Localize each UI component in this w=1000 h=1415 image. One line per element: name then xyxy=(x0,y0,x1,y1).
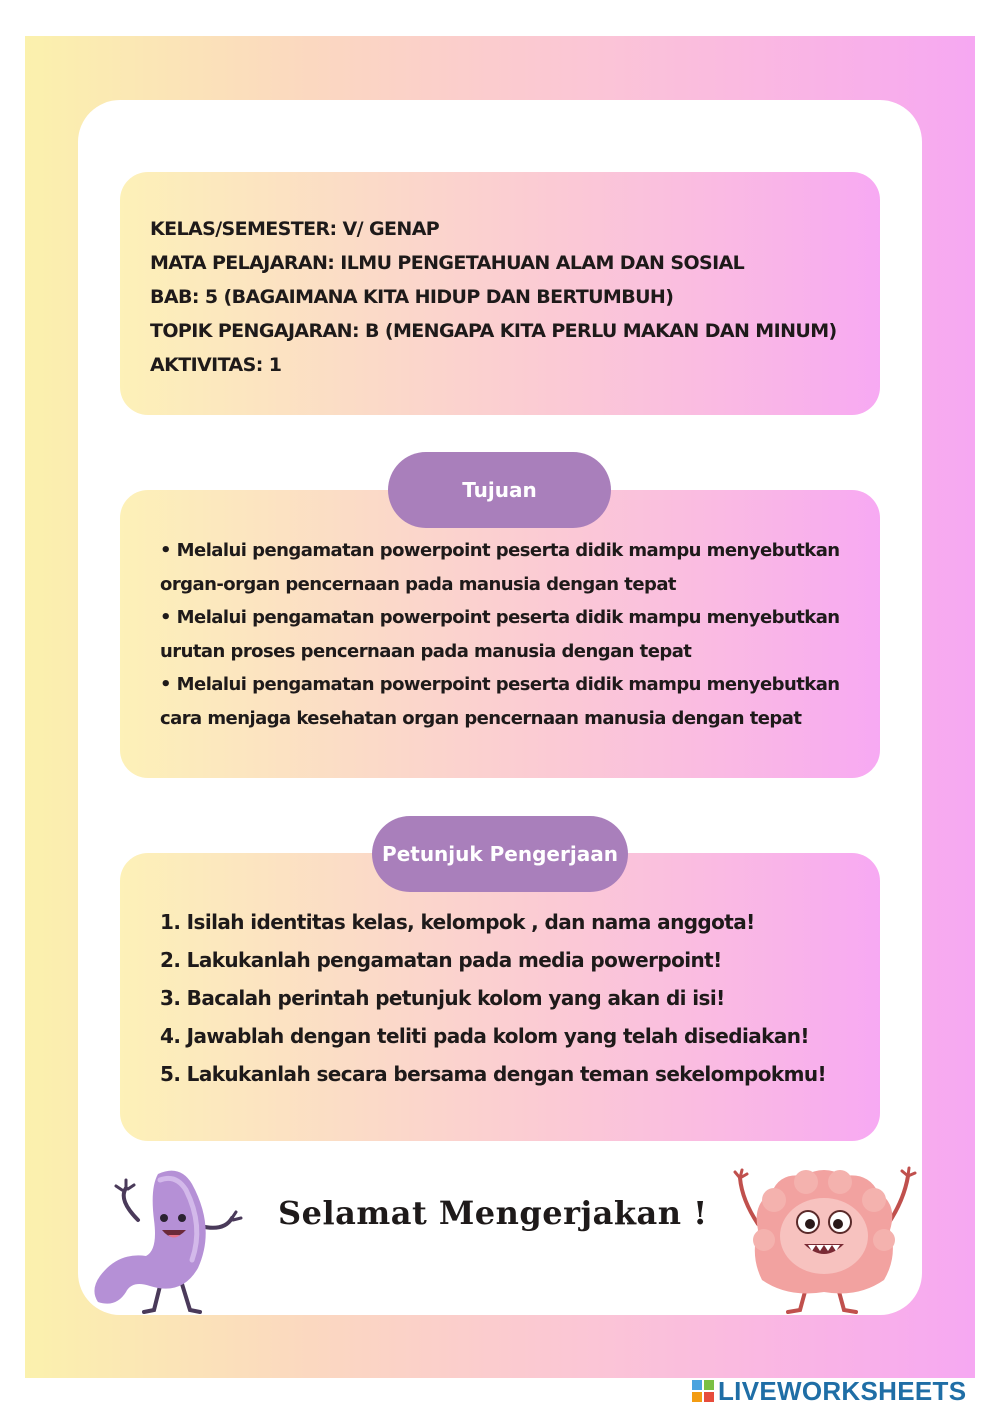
topic-line: TOPIK PENGAJARAN: B (MENGAPA KITA PERLU MAKAN DAN MINUM) xyxy=(150,320,837,342)
info-card xyxy=(120,172,880,415)
brand-name: LIVEWORKSHEETS xyxy=(718,1375,967,1406)
list-item: 3. Bacalah perintah petunjuk kolom yang akan di isi! xyxy=(160,986,725,1010)
info-lines xyxy=(150,212,837,382)
list-item: 2. Lakukanlah pengamatan pada media powerpoint! xyxy=(160,948,722,972)
petunjuk-list xyxy=(160,903,860,1093)
list-item: • Melalui pengamatan powerpoint peserta didik mampu menyebutkan cara menjaga kesehatan organ pencernaan manusia dengan tepat xyxy=(160,674,840,729)
chapter-line: BAB: 5 (BAGAIMANA KITA HIDUP DAN BERTUMBUH) xyxy=(150,286,674,308)
list-item: 5. Lakukanlah secara bersama dengan teman sekelompokmu! xyxy=(160,1062,827,1086)
stomach-character-icon xyxy=(88,1160,246,1320)
list-item: • Melalui pengamatan powerpoint peserta didik mampu menyebutkan organ-organ pencernaan pada manusia dengan tepat xyxy=(160,540,840,595)
tujuan-card xyxy=(120,490,880,778)
tujuan-heading: Tujuan xyxy=(388,452,611,528)
class-semester-line: KELAS/SEMESTER: V/ GENAP xyxy=(150,218,440,240)
intestine-character-icon xyxy=(728,1160,918,1318)
list-item: • Melalui pengamatan powerpoint peserta didik mampu menyebutkan urutan proses pencernaan pada manusia dengan tepat xyxy=(160,607,840,662)
liveworksheets-logo-icon xyxy=(692,1380,714,1402)
petunjuk-card xyxy=(120,853,880,1141)
list-item: 1. Isilah identitas kelas, kelompok , dan nama anggota! xyxy=(160,910,755,934)
tujuan-list xyxy=(160,534,860,735)
closing-message: Selamat Mengerjakan ! xyxy=(278,1194,708,1232)
liveworksheets-brand[interactable] xyxy=(692,1375,967,1406)
activity-line: AKTIVITAS: 1 xyxy=(150,354,282,376)
subject-line: MATA PELAJARAN: ILMU PENGETAHUAN ALAM DAN SOSIAL xyxy=(150,252,745,274)
petunjuk-heading: Petunjuk Pengerjaan xyxy=(372,816,628,892)
list-item: 4. Jawablah dengan teliti pada kolom yang telah disediakan! xyxy=(160,1024,809,1048)
